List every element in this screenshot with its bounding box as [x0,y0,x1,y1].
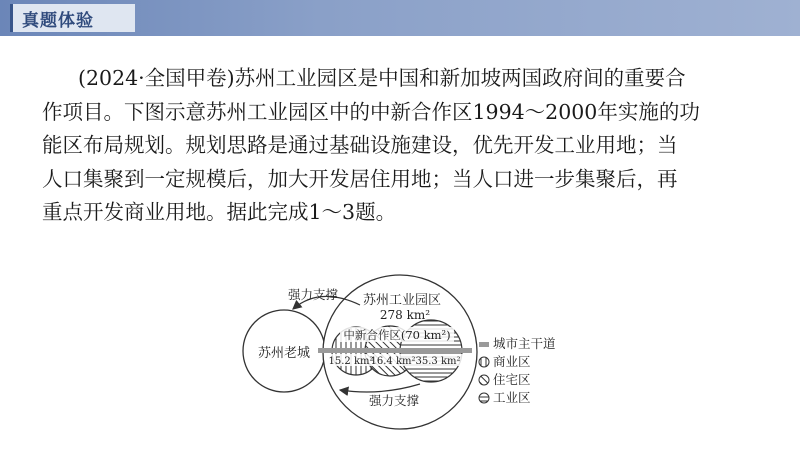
question-line: 能区布局规划。规划思路是通过基础设施建设，优先开发工业用地；当 [42,133,678,157]
question-line: 重点开发商业用地。据此完成1～3题。 [42,200,397,224]
industrial-area-label: 35.3 km² [415,356,461,367]
question-line: 人口集聚到一定规模后，加大开发居住用地；当人口进一步集聚后，再 [42,166,678,191]
legend-label: 住宅区 [493,372,531,387]
support-label-bottom: 强力支撑 [368,393,420,408]
question-line: (2024·全国甲卷)苏州工业园区是中国和新加坡两国政府间的重要合 [78,66,686,90]
section-title: 真题体验 [22,11,94,31]
legend-label: 城市主干道 [493,336,556,351]
legend-label: 工业区 [493,390,531,405]
old-city-label: 苏州老城 [257,346,311,361]
commercial-swatch [479,357,489,367]
zone-name-label: 中新合作区(70 km²) [343,328,451,342]
residential-swatch [479,375,489,385]
main-road [318,348,472,353]
road-swatch [479,342,489,347]
commercial-area-label: 15.2 km² [328,356,374,367]
industrial-swatch [479,393,489,403]
park-area-label: 278 km² [379,308,431,322]
park-name-label: 苏州工业园区 [362,293,442,308]
question-line: 作项目。下图示意苏州工业园区中的中新合作区1994～2000年实施的功 [42,99,700,124]
residential-area-label: 16.4 km² [370,356,416,367]
support-label-top: 强力支撑 [287,287,339,302]
legend-label: 商业区 [493,354,531,369]
